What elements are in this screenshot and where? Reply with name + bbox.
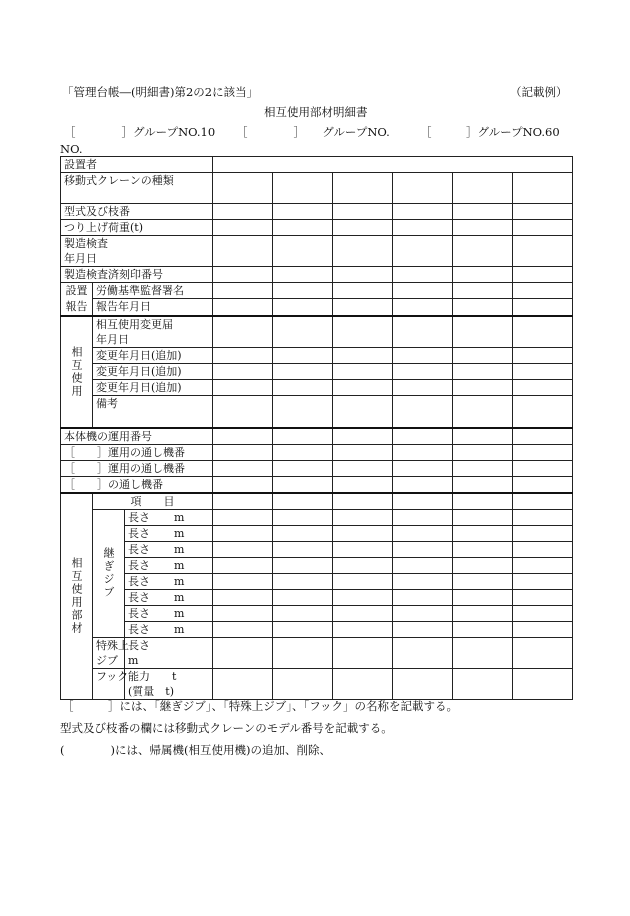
data-cell[interactable] [213, 573, 273, 589]
data-cell[interactable] [513, 589, 573, 605]
jib-length-label: 長さ m [125, 509, 213, 525]
table-row [61, 509, 573, 525]
data-cell[interactable] [333, 396, 393, 428]
row-label-capacity: つり上げ荷重(t) [61, 220, 213, 236]
data-cell[interactable] [513, 348, 573, 364]
data-cell[interactable] [513, 637, 573, 668]
table-row [61, 444, 573, 460]
data-cell[interactable] [273, 267, 333, 283]
data-cell[interactable] [393, 573, 453, 589]
data-cell[interactable] [273, 509, 333, 525]
data-cell[interactable] [393, 380, 453, 396]
data-cell[interactable] [393, 396, 453, 428]
data-cell[interactable] [453, 460, 513, 476]
data-cell[interactable] [513, 396, 573, 428]
item-header: 項 目 [93, 493, 213, 510]
table-row [61, 316, 573, 348]
note-2: 型式及び枝番の欄には移動式クレーンのモデル番号を記載する。 [60, 721, 393, 735]
data-cell[interactable] [513, 605, 573, 621]
data-cell[interactable] [513, 525, 573, 541]
jib-length-label: 長さ m [125, 605, 213, 621]
data-cell[interactable] [513, 476, 573, 493]
data-cell[interactable] [393, 493, 453, 510]
data-cell[interactable] [453, 637, 513, 668]
data-cell[interactable] [393, 525, 453, 541]
data-cell[interactable] [393, 476, 453, 493]
data-cell[interactable] [213, 236, 273, 267]
change-notice-line2: 年月日 [96, 333, 129, 346]
data-cell[interactable] [453, 204, 513, 220]
data-cell[interactable] [393, 460, 453, 476]
data-cell[interactable] [453, 525, 513, 541]
data-cell[interactable] [453, 236, 513, 267]
data-cell[interactable] [273, 589, 333, 605]
mfg-inspection-line2: 年月日 [64, 252, 97, 265]
data-cell[interactable] [333, 444, 393, 460]
data-cell[interactable] [333, 509, 393, 525]
data-cell[interactable] [393, 428, 453, 445]
data-cell[interactable] [333, 428, 393, 445]
data-cell[interactable] [213, 541, 273, 557]
data-cell[interactable] [213, 428, 273, 445]
data-cell[interactable] [213, 444, 273, 460]
data-cell[interactable] [273, 573, 333, 589]
data-cell[interactable] [213, 299, 273, 316]
data-cell[interactable] [333, 668, 393, 699]
data-cell[interactable] [213, 380, 273, 396]
data-cell[interactable] [333, 204, 393, 220]
data-cell[interactable] [333, 589, 393, 605]
data-cell[interactable] [273, 348, 333, 364]
data-cell[interactable] [213, 668, 273, 699]
data-cell[interactable] [513, 316, 573, 348]
data-cell[interactable] [333, 460, 393, 476]
data-cell[interactable] [453, 605, 513, 621]
data-cell[interactable] [333, 605, 393, 621]
table-row [61, 204, 573, 220]
data-cell[interactable] [513, 557, 573, 573]
data-cell[interactable] [213, 267, 273, 283]
data-cell[interactable] [393, 364, 453, 380]
data-cell[interactable] [453, 396, 513, 428]
jib-length-label: 長さ m [125, 541, 213, 557]
data-cell[interactable] [393, 348, 453, 364]
row-label-change-date: 変更年月日(追加) [93, 364, 213, 380]
data-cell[interactable] [453, 283, 513, 299]
data-cell[interactable] [393, 444, 453, 460]
data-cell[interactable] [273, 204, 333, 220]
table-row [61, 428, 573, 445]
data-cell[interactable] [213, 316, 273, 348]
data-cell[interactable] [273, 621, 333, 637]
data-cell[interactable] [453, 493, 513, 510]
data-cell[interactable] [453, 589, 513, 605]
data-cell[interactable] [513, 236, 573, 267]
data-cell[interactable] [333, 316, 393, 348]
data-cell[interactable] [213, 396, 273, 428]
data-cell[interactable] [393, 668, 453, 699]
data-cell[interactable] [273, 236, 333, 267]
data-cell[interactable] [393, 283, 453, 299]
table-row [61, 364, 573, 380]
data-cell[interactable] [393, 541, 453, 557]
data-cell[interactable] [453, 557, 513, 573]
page-title: 相互使用部材明細書 [264, 105, 368, 119]
data-cell[interactable] [333, 541, 393, 557]
data-cell[interactable] [333, 267, 393, 283]
install-report-label [61, 283, 93, 317]
data-cell[interactable] [513, 428, 573, 445]
table-row [61, 541, 573, 557]
jib-length-label: 長さ m [125, 589, 213, 605]
note-1: ［ ］には、「継ぎジブ」、「特殊上ジブ」、「フック」の名称を記載する。 [62, 699, 458, 713]
example-label: （記載例） [510, 85, 568, 99]
data-cell[interactable] [273, 299, 333, 316]
data-cell[interactable] [513, 299, 573, 316]
data-cell[interactable] [393, 316, 453, 348]
row-label-remarks: 備考 [93, 396, 213, 428]
data-cell[interactable] [333, 348, 393, 364]
table-row [61, 267, 573, 283]
install-report-line1: 設置 [65, 284, 88, 297]
table-row [61, 557, 573, 573]
data-cell[interactable] [453, 220, 513, 236]
data-cell[interactable] [513, 220, 573, 236]
data-cell[interactable] [273, 668, 333, 699]
data-cell[interactable] [393, 267, 453, 283]
data-cell[interactable] [333, 557, 393, 573]
data-cell[interactable] [513, 444, 573, 460]
data-cell[interactable] [213, 605, 273, 621]
data-cell[interactable] [453, 348, 513, 364]
row-label-mfg-inspection [61, 236, 213, 267]
data-cell[interactable] [213, 637, 273, 668]
data-cell[interactable] [213, 621, 273, 637]
row-label-serial: ［ ］の通し機番 [61, 476, 213, 493]
data-cell[interactable] [333, 476, 393, 493]
data-cell[interactable] [333, 573, 393, 589]
table-row [61, 396, 573, 428]
data-cell[interactable] [273, 316, 333, 348]
data-cell[interactable] [273, 428, 333, 445]
table-row [61, 476, 573, 493]
data-cell[interactable] [513, 493, 573, 510]
parts-detail-table [60, 156, 573, 700]
special-jib-label: 特殊上 ジブ [93, 637, 125, 668]
mfg-inspection-line1: 製造検査 [64, 237, 108, 250]
data-cell[interactable] [213, 204, 273, 220]
data-cell[interactable] [453, 299, 513, 316]
data-cell[interactable] [273, 396, 333, 428]
data-cell[interactable] [453, 364, 513, 380]
data-cell[interactable] [513, 380, 573, 396]
data-cell[interactable] [213, 557, 273, 573]
data-cell[interactable] [453, 316, 513, 348]
table-row [61, 589, 573, 605]
note-3: ( )には、帰属機(相互使用機)の追加、削除、 [60, 743, 331, 757]
data-cell[interactable] [273, 364, 333, 380]
row-label-labor-office: 労働基準監督署名 [93, 283, 213, 299]
data-cell[interactable] [273, 541, 333, 557]
data-cell[interactable] [513, 509, 573, 525]
data-cell[interactable] [333, 283, 393, 299]
data-cell[interactable] [213, 348, 273, 364]
data-cell[interactable] [273, 460, 333, 476]
no-label: NO. [60, 142, 83, 156]
data-cell[interactable] [273, 525, 333, 541]
change-notice-line1: 相互使用変更届 [96, 318, 173, 331]
jib-length-label: 長さ m [125, 525, 213, 541]
row-label-serial: ［ ］運用の通し機番 [61, 460, 213, 476]
data-cell[interactable] [513, 460, 573, 476]
data-cell[interactable] [453, 476, 513, 493]
table-row [61, 621, 573, 637]
data-cell[interactable] [333, 299, 393, 316]
data-cell[interactable] [273, 220, 333, 236]
data-cell[interactable] [513, 621, 573, 637]
group-no-2: ［ ］ グループNO. [236, 125, 390, 139]
data-cell[interactable] [273, 476, 333, 493]
data-cell[interactable] [453, 267, 513, 283]
data-cell[interactable] [513, 573, 573, 589]
data-cell[interactable] [273, 493, 333, 510]
data-cell[interactable] [213, 460, 273, 476]
data-cell[interactable] [453, 444, 513, 460]
table-row [61, 283, 573, 299]
data-cell[interactable] [213, 589, 273, 605]
data-cell[interactable] [333, 621, 393, 637]
group-no-1: ［ ］グループNO.10 [64, 125, 216, 139]
data-cell[interactable] [333, 220, 393, 236]
table-row [61, 525, 573, 541]
data-cell[interactable] [213, 493, 273, 510]
data-cell[interactable] [513, 668, 573, 699]
data-cell[interactable] [273, 637, 333, 668]
data-cell[interactable] [393, 299, 453, 316]
data-cell[interactable] [333, 364, 393, 380]
data-cell[interactable] [513, 267, 573, 283]
row-label-change-date: 変更年月日(追加) [93, 380, 213, 396]
row-label-crane-type: 移動式クレーンの種類 [61, 173, 213, 204]
row-label-seal-number: 製造検査済刻印番号 [61, 267, 213, 283]
data-cell[interactable] [213, 364, 273, 380]
data-cell[interactable] [273, 557, 333, 573]
data-cell[interactable] [513, 364, 573, 380]
data-cell[interactable] [453, 621, 513, 637]
data-cell[interactable] [453, 428, 513, 445]
data-cell[interactable] [213, 173, 273, 204]
data-cell[interactable] [453, 573, 513, 589]
jib-length-label: 長さ m [125, 621, 213, 637]
data-cell[interactable] [273, 380, 333, 396]
data-cell[interactable] [333, 236, 393, 267]
hook-capacity: 能力 t (質量 t) [125, 668, 213, 699]
table-row [61, 605, 573, 621]
data-cell[interactable] [213, 283, 273, 299]
data-cell[interactable] [213, 525, 273, 541]
install-report-line2: 報告 [65, 300, 88, 313]
data-cell[interactable] [393, 557, 453, 573]
data-cell[interactable] [333, 173, 393, 204]
jib-length-label: 長さ m [125, 557, 213, 573]
form-reference: 「管理台帳―(明細書)第2の2に該当」 [62, 85, 259, 99]
table-row [61, 236, 573, 267]
data-cell[interactable] [333, 637, 393, 668]
row-label-change-date: 変更年月日(追加) [93, 348, 213, 364]
data-cell[interactable] [213, 509, 273, 525]
table-row [61, 637, 573, 668]
data-cell[interactable] [213, 476, 273, 493]
row-label-model: 型式及び枝番 [61, 204, 213, 220]
data-cell[interactable] [333, 525, 393, 541]
data-cell[interactable] [273, 444, 333, 460]
data-cell[interactable] [453, 509, 513, 525]
row-label-installer: 設置者 [61, 157, 213, 173]
special-jib-length: 長さ m [125, 637, 213, 668]
table-row [61, 573, 573, 589]
parts-label: 相互使用部材 [61, 493, 93, 700]
data-cell[interactable] [333, 493, 393, 510]
table-row [61, 493, 573, 510]
data-cell[interactable] [453, 173, 513, 204]
data-cell[interactable] [453, 541, 513, 557]
data-cell[interactable] [393, 605, 453, 621]
data-cell[interactable] [393, 637, 453, 668]
data-cell[interactable] [453, 380, 513, 396]
data-cell[interactable] [213, 220, 273, 236]
row-label-report-date: 報告年月日 [93, 299, 213, 316]
data-cell[interactable] [513, 283, 573, 299]
table-row [61, 460, 573, 476]
data-cell[interactable] [513, 204, 573, 220]
table-row [61, 157, 573, 173]
data-cell[interactable] [273, 605, 333, 621]
data-cell[interactable] [393, 173, 453, 204]
data-cell[interactable] [393, 204, 453, 220]
data-cell[interactable] [393, 236, 453, 267]
data-cell[interactable] [393, 509, 453, 525]
data-cell[interactable] [393, 220, 453, 236]
data-cell[interactable] [333, 380, 393, 396]
jib-length-label: 長さ m [125, 573, 213, 589]
jib-label: 継ぎジブ [93, 509, 125, 637]
row-label-serial: ［ ］運用の通し機番 [61, 444, 213, 460]
data-cell[interactable] [393, 621, 453, 637]
data-cell[interactable] [273, 173, 333, 204]
data-cell[interactable] [513, 541, 573, 557]
table-row [61, 668, 573, 699]
table-row [61, 299, 573, 316]
table-row [61, 348, 573, 364]
installer-cell[interactable] [213, 157, 573, 173]
hook-label: フック [93, 668, 125, 699]
row-label-main-number: 本体機の運用番号 [61, 428, 213, 445]
data-cell[interactable] [453, 668, 513, 699]
data-cell[interactable] [393, 589, 453, 605]
mutual-use-label: 相互使用 [61, 316, 93, 428]
data-cell[interactable] [513, 173, 573, 204]
table-row [61, 380, 573, 396]
table-row [61, 173, 573, 204]
table-row [61, 220, 573, 236]
row-label-change-notice [93, 316, 213, 348]
data-cell[interactable] [273, 283, 333, 299]
group-no-3: ［ ］グループNO.60 [420, 125, 560, 139]
